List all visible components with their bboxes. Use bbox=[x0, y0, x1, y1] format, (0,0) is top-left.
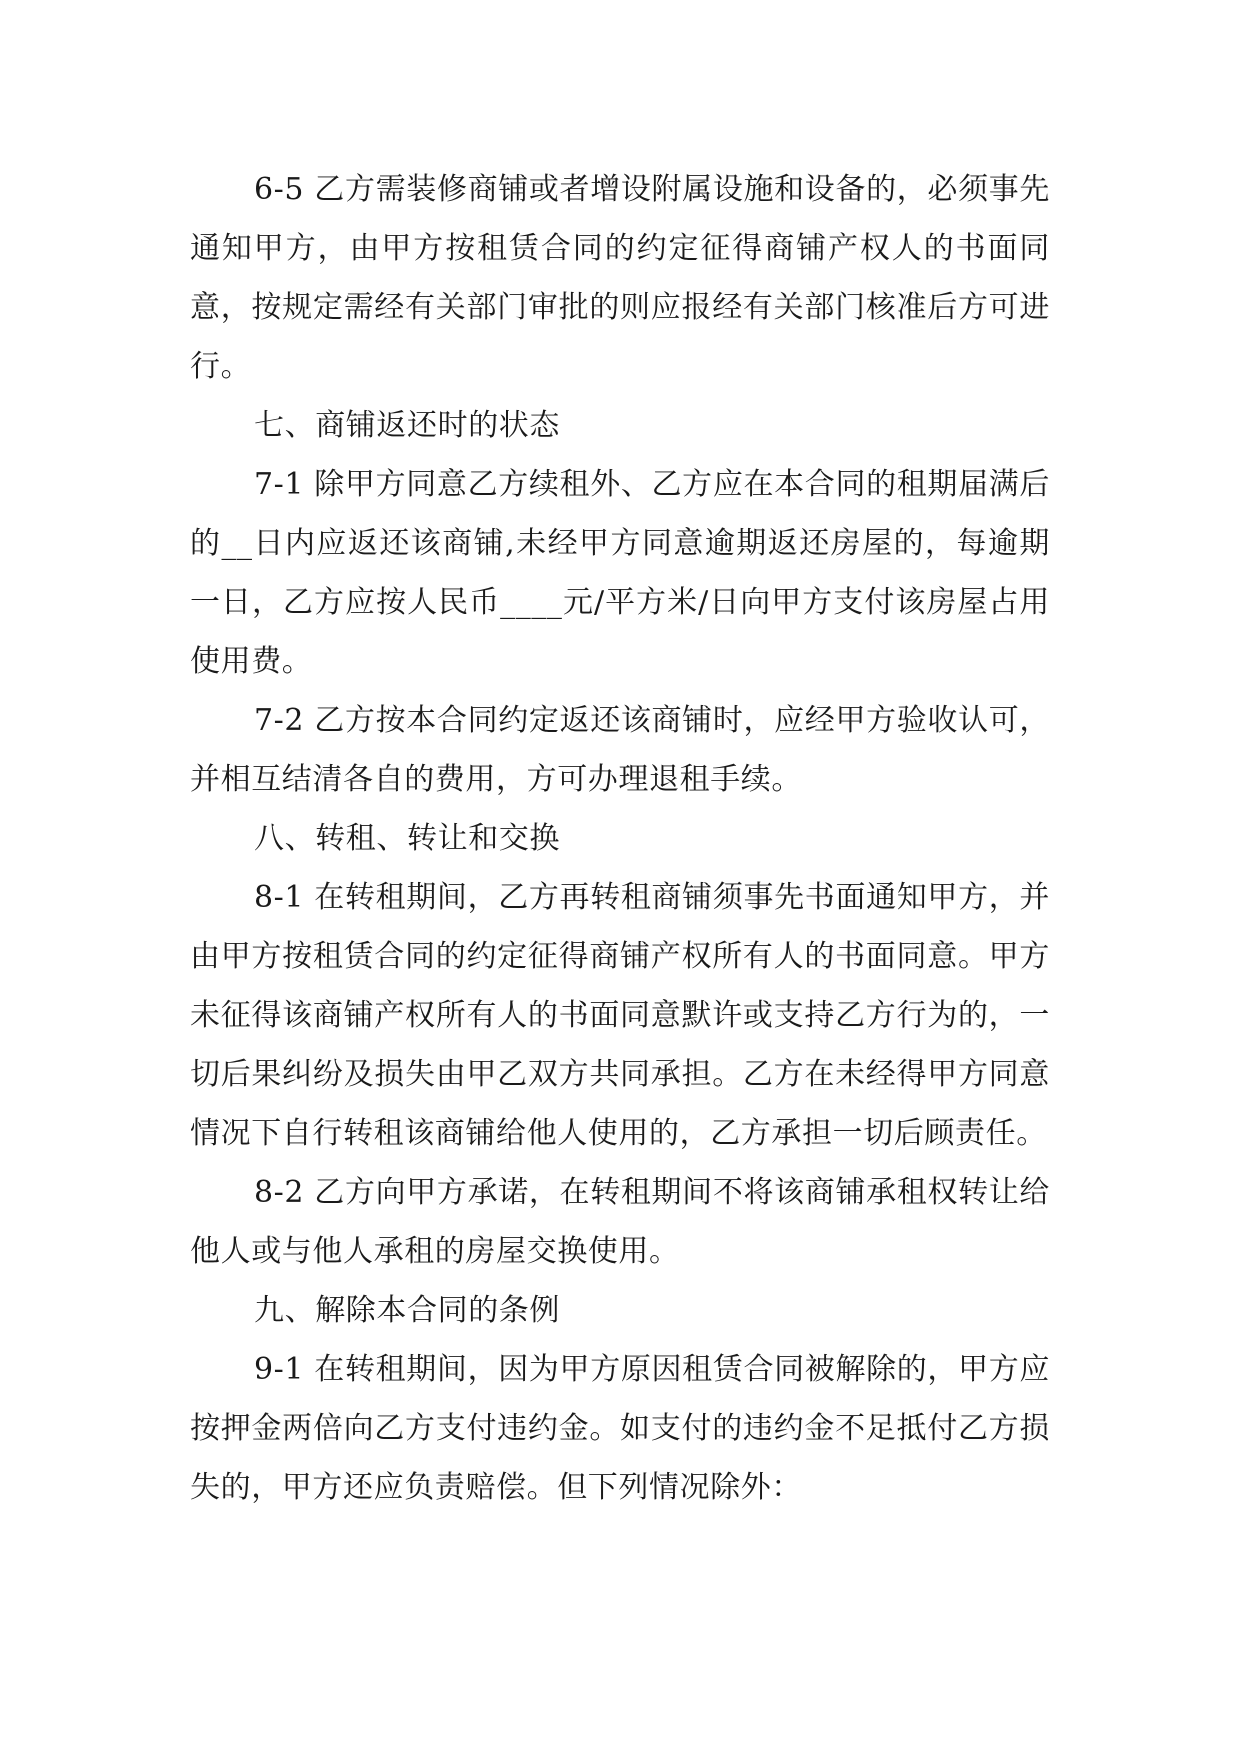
clause-8-2: 8-2 乙方向甲方承诺，在转租期间不将该商铺承租权转让给他人或与他人承租的房屋交换使用。 bbox=[190, 1175, 1050, 1269]
section-9-heading: 九、解除本合同的条例 bbox=[254, 1293, 560, 1328]
clause-6-5: 6-5 乙方需装修商铺或者增设附属设施和设备的，必须事先通知甲方，由甲方按租赁合同的约定征得商铺产权人的书面同意，按规定需经有关部门审批的则应报经有关部门核准后方可进行。 bbox=[190, 172, 1050, 384]
section-8-heading: 八、转租、转让和交换 bbox=[254, 821, 560, 856]
clause-7-1: 7-1 除甲方同意乙方续租外、乙方应在本合同的租期届满后的__日内应返还该商铺,未经甲方同意逾期返还房屋的，每逾期一日，乙方应按人民币____元/平方米/日向甲方支付该房屋占用使用费。 bbox=[190, 467, 1050, 679]
clause-9-1: 9-1 在转租期间，因为甲方原因租赁合同被解除的，甲方应按押金两倍向乙方支付违约金。如支付的违约金不足抵付乙方损失的，甲方还应负责赔偿。但下列情况除外： bbox=[190, 1352, 1050, 1505]
clause-8-1: 8-1 在转租期间，乙方再转租商铺须事先书面通知甲方，并由甲方按租赁合同的约定征得商铺产权所有人的书面同意。甲方未征得该商铺产权所有人的书面同意默许或支持乙方行为的，一切后果纠纷及损失由甲乙双方共同承担。乙方在未经得甲方同意情况下自行转租该商铺给他人使用的，乙方承担一切后顾责任。 bbox=[190, 880, 1050, 1151]
document-page bbox=[190, 160, 1050, 1517]
section-7-heading: 七、商铺返还时的状态 bbox=[254, 408, 560, 443]
clause-7-2: 7-2 乙方按本合同约定返还该商铺时，应经甲方验收认可，并相互结清各自的费用，方可办理退租手续。 bbox=[190, 703, 1050, 797]
